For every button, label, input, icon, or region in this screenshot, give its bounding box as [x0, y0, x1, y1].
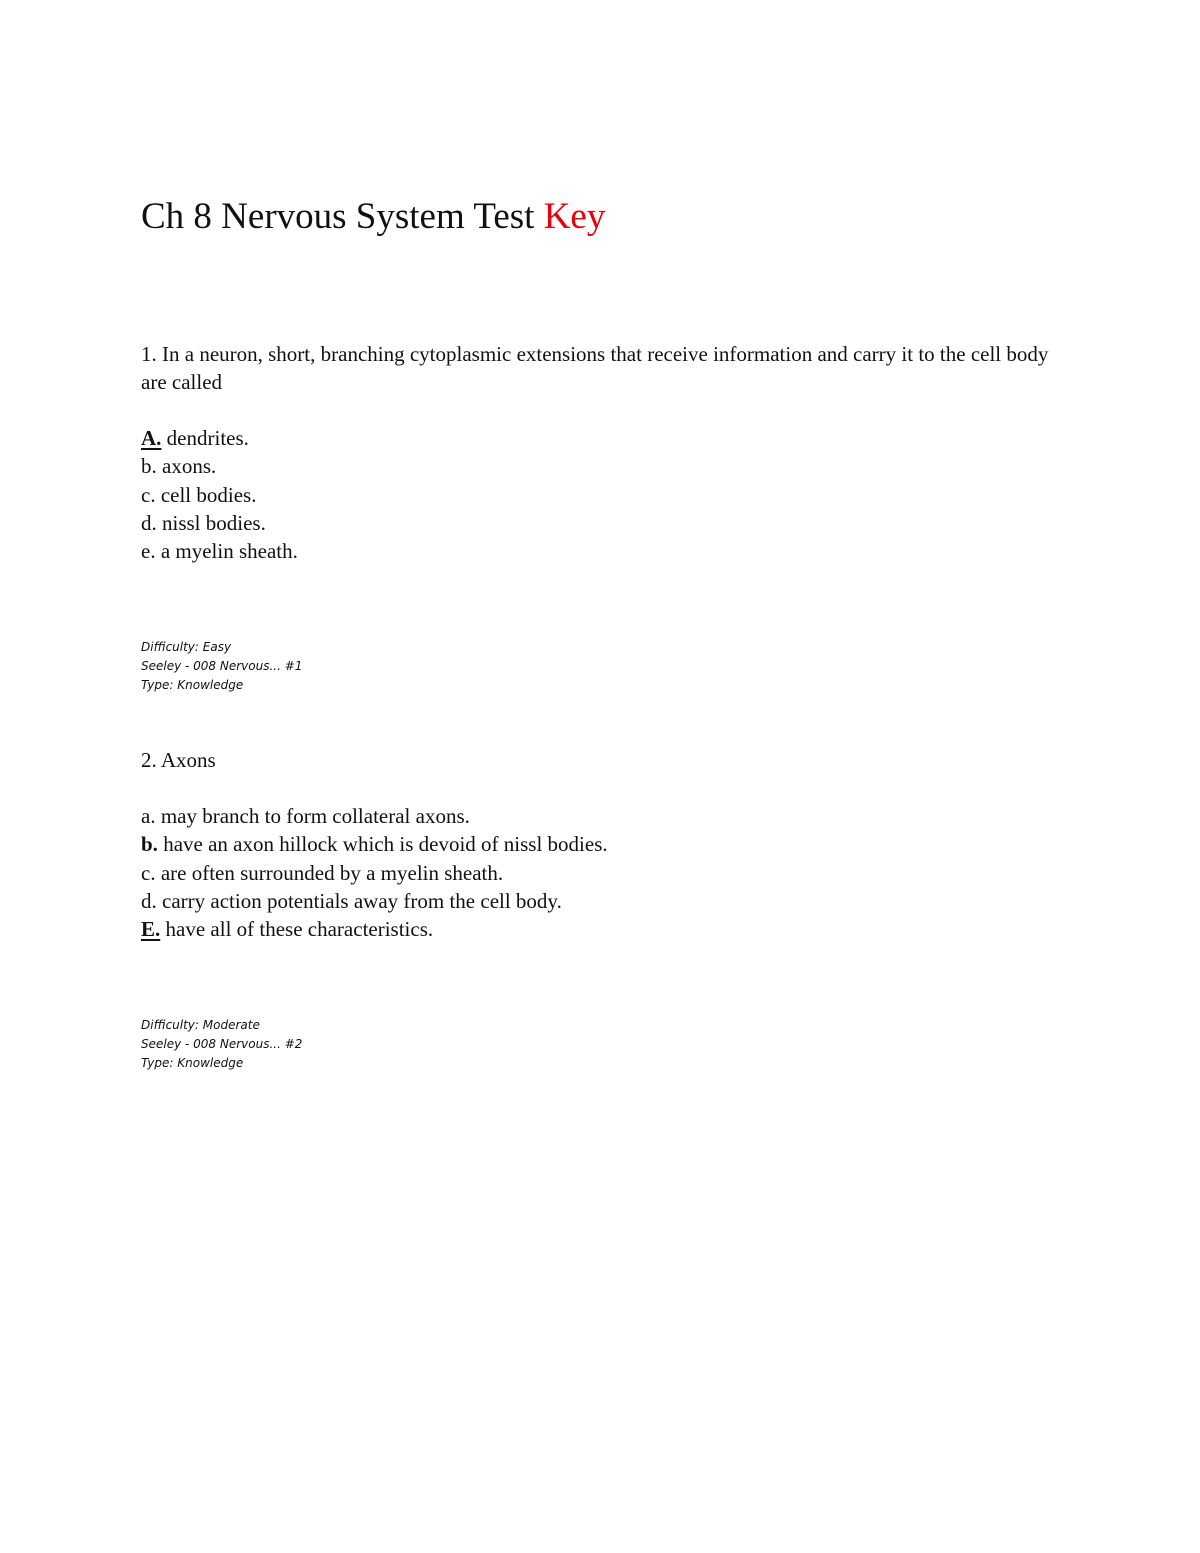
- option-letter: c.: [141, 860, 156, 885]
- question-2-option-d: [141, 887, 608, 915]
- question-1-option-b: [141, 452, 298, 480]
- question-1-option-c: [141, 481, 298, 509]
- question-2-metadata: [141, 1016, 302, 1073]
- title-text: Ch 8 Nervous System Test: [141, 196, 544, 237]
- option-letter: d.: [141, 510, 157, 535]
- question-2-option-b: [141, 830, 608, 858]
- option-text: have an axon hillock which is devoid of nissl bodies.: [157, 832, 608, 857]
- question-2-option-a: [141, 802, 608, 830]
- page-title: [141, 194, 605, 240]
- question-1-metadata: [141, 638, 302, 695]
- option-text: a myelin sheath.: [155, 539, 298, 564]
- difficulty-label: Difficulty: Moderate: [141, 1018, 260, 1032]
- option-text: are often surrounded by a myelin sheath.: [155, 860, 504, 885]
- title-key-highlight: Key: [543, 196, 606, 237]
- option-text: may branch to form collateral axons.: [155, 804, 470, 828]
- question-2-option-c: [141, 859, 608, 887]
- option-letter: d.: [141, 888, 157, 913]
- option-letter: c.: [141, 482, 156, 507]
- option-text: carry action potentials away from the cell body.: [156, 888, 562, 913]
- option-text: have all of these characteristics.: [160, 917, 434, 942]
- type-label: Type: Knowledge: [141, 678, 244, 692]
- question-1-option-a: [141, 424, 298, 452]
- question-2-option-e: [141, 915, 608, 943]
- question-2-options: [141, 802, 608, 943]
- option-letter: e.: [141, 539, 156, 564]
- option-text: dendrites.: [161, 426, 249, 450]
- type-label: Type: Knowledge: [141, 1056, 244, 1070]
- source-label: Seeley - 008 Nervous... #2: [141, 1037, 303, 1051]
- question-1-stem: 1. In a neuron, short, branching cytoplasmic extensions that receive information and carry it to the cell body are called: [141, 342, 1049, 394]
- option-letter: a.: [141, 804, 156, 828]
- option-letter-correct: E.: [141, 917, 161, 942]
- question-1-option-d: [141, 509, 298, 537]
- question-1-option-e: [141, 537, 298, 565]
- question-1-options: [141, 424, 298, 565]
- source-label: Seeley - 008 Nervous... #1: [141, 659, 303, 673]
- option-letter: b.: [141, 454, 157, 479]
- option-letter-correct: A.: [141, 426, 162, 450]
- option-text: axons.: [156, 454, 217, 479]
- option-letter: b.: [141, 832, 158, 857]
- option-text: cell bodies.: [155, 482, 257, 507]
- question-2-stem: 2. Axons: [141, 748, 216, 772]
- difficulty-label: Difficulty: Easy: [141, 640, 232, 654]
- option-text: nissl bodies.: [156, 510, 266, 535]
